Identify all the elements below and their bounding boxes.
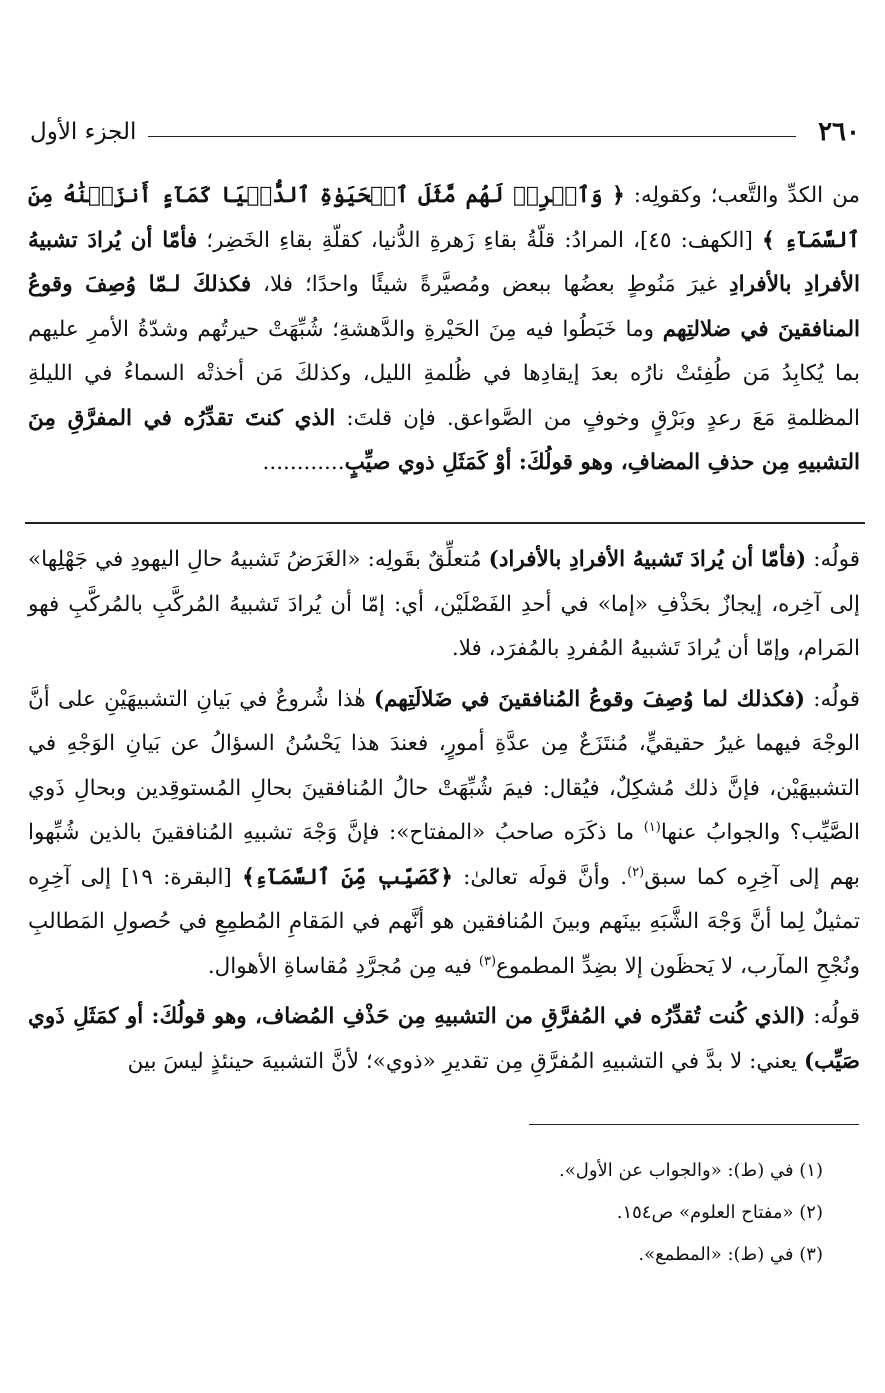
commentary-text: ما ذكَرَه صاحبُ «المفتاح»: فإنَّ وَجْهَ تشبيهِ المُنافقينَ بالذين شُبِّهوا بهم إلى آخِرِه كما سبق: [28, 820, 860, 890]
commentary-lead: قولُه:: [805, 1004, 860, 1029]
commentary-paragraph: [28, 678, 860, 990]
footnote: (٢) «مفتاح العلوم» ص١٥٤.: [616, 1202, 823, 1223]
quran-verse: ﴿ وَٱضۡرِبۡ لَهُم مَّثَلَ ٱلۡحَيَوٰةِ ٱلدُّنۡيَا كَمَآءٍ أَنزَلۡنَٰهُ مِنَ ٱلسَّمَآءِ ﴾: [28, 183, 860, 253]
commentary-paragraph: [28, 538, 860, 672]
dots-leader: ............: [262, 450, 345, 475]
bold-phrase: فأمّا أن يُرادَ تشبيهُ الأفرادِ بالأفرادِ: [28, 227, 860, 297]
commentary-text: [البقرة: ١٩] إلى آخِرِه تمثيلٌ لِما أنَّ وَجْهَ الشَّبَهِ بينَهم وبينَ المُنافقين هو أنَّهم في المَقامِ المُطمِعِ في حُصولِ المَطالبِ ونُجْحِ المآرب، لا يَحظَون إلا بضِدِّ المطموع: [28, 864, 860, 979]
bold-phrase: الذي كنتَ تقدِّرُه في المفرَّقِ مِنَ التشبيهِ مِن حذفِ المضافِ، وهو قولُكَ: أوْ كَمَثَلِ ذوي صيِّبٍ: [28, 405, 860, 475]
main-text-segment: [الكهف: ٤٥]، المرادُ: قلّةُ بقاءِ زَهرةِ الدُّنيا، كقلّةِ بقاءِ الخَضِر؛: [197, 227, 763, 253]
page-header: [30, 112, 860, 152]
commentary-quote: (فأمّا أن يُرادَ تَشبيهُ الأفرادِ بالأفراد): [488, 547, 807, 572]
commentary-text: . وأنَّ قولَه تعالىٰ:: [452, 864, 628, 890]
main-text-segment: وما خَبَطُوا فيه مِنَ الحَيْرةِ والدَّهشةِ؛ شُبِّهَتْ حيرتُهم وشدّةُ الأمرِ عليهم بما يُكابِدُ مَن طُفِئتْ نارُه بعدَ إيقادِها في ظُلمةِ الليل، وكذلكَ مَن أخذتْه السماءُ في الليلةِ المظلمةِ مَعَ رعدٍ وبَرْقٍ وخوفٍ من الصَّواعق. فإن قلتَ:: [28, 316, 860, 431]
quran-verse: ﴿كَصَيِّبٖ مِّنَ ٱلسَّمَآءِ﴾: [242, 864, 453, 890]
commentary: [28, 538, 860, 1090]
bold-phrase: فكذلكَ لـمّا وُصِفَ وقوعُ المنافقينَ في ضلالتِهم: [28, 272, 861, 342]
main-text-segment: غيرَ مَنُوطٍ بعضُها ببعض ومُصيَّرةً شيئًا واحدًا؛ فلا،: [251, 272, 730, 297]
footnote-ref[interactable]: (٢): [627, 864, 645, 880]
commentary-lead: قولُه:: [805, 686, 860, 712]
footnotes: [43, 1150, 823, 1276]
header-rule: [148, 136, 796, 137]
commentary-text: هٰذا شُروعٌ في بَيانِ التشبيهَيْنِ على أنَّ الوجْهَ فيهما غيرُ حقيقيٍّ، مُنتَزَعٌ مِن عدَّةِ أمورٍ، فعندَ هذا يَحْسُنُ السؤالُ عن بَيانِ الوَجْهِ في التشبيهَيْن، فإنَّ ذلك مُشكِلٌ، فيُقال: فيمَ شُبِّهَتْ حالُ المُنافقينَ بحالِ المُستوقِدين وبحالِ ذَوي الصَّيِّب؟ والجوابُ عنها: [28, 686, 860, 845]
commentary-lead: قولُه:: [806, 547, 860, 572]
main-text: [28, 174, 860, 486]
main-text-divider: [25, 522, 865, 524]
commentary-text: يعني: لا بدَّ في التشبيهِ المُفرَّقِ مِن تقديرِ «ذوي»؛ لأنَّ التشبيهَ حينئذٍ ليسَ بين: [127, 1048, 804, 1074]
footnote-divider: [529, 1124, 859, 1125]
footnote: (٣) في (ط): «المطمع».: [638, 1244, 823, 1265]
commentary-paragraph: [28, 995, 860, 1084]
running-title: الجزء الأول: [30, 119, 137, 145]
page-number: ٢٦٠: [818, 117, 860, 147]
main-text-segment: من الكدِّ والتَّعب؛ وكقولِه:: [624, 183, 860, 208]
footnote: (١) في (ط): «والجواب عن الأول».: [559, 1160, 823, 1181]
footnote-ref[interactable]: (١): [643, 819, 661, 835]
commentary-quote: (فكذلك لما وُصِفَ وقوعُ المُنافقينَ في ضَلالَتِهم): [373, 686, 806, 712]
commentary-text: مُتعلِّقٌ بقَولِه: «الغَرَضُ تَشبيهُ حالِ اليهودِ في جَهْلِها» إلى آخِره، إيجازٌ بحَذْفِ «إما» في أحدِ الفَصْلَيْن، أي: إمّا أن يُرادَ تَشبيهُ المُركَّبِ بالمُركَّبِ فهو المَرام، وإمّا أن يُرادَ تَشبيهُ المُفردِ بالمُفرَد، فلا.: [28, 547, 860, 661]
commentary-quote: (الذي كُنت تُقدِّرُه في المُفرَّقِ من التشبيهِ مِن حَذْفِ المُضاف، وهو قولُكَ: أو كمَثَلِ ذَوي صَيِّب): [28, 1004, 860, 1074]
commentary-text: فيه مِن مُجرَّدِ مُقاساةِ الأهوال.: [207, 953, 479, 979]
footnote-ref[interactable]: (٣): [478, 953, 497, 969]
